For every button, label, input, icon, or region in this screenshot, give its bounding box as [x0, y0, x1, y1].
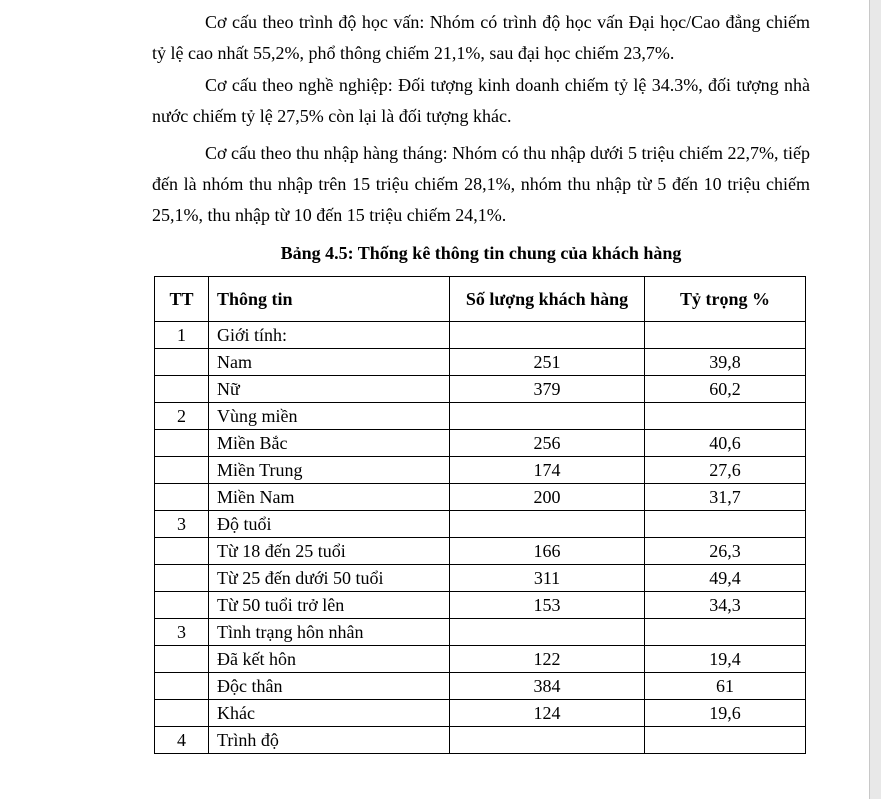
cell-tt — [155, 592, 209, 619]
cell-percent: 19,4 — [645, 646, 806, 673]
cell-quantity — [450, 619, 645, 646]
cell-info: Từ 18 đến 25 tuổi — [209, 538, 450, 565]
cell-info: Miền Trung — [209, 457, 450, 484]
cell-tt — [155, 349, 209, 376]
table-row — [155, 322, 806, 349]
table-row — [155, 376, 806, 403]
cell-percent: 31,7 — [645, 484, 806, 511]
cell-quantity: 311 — [450, 565, 645, 592]
cell-quantity: 153 — [450, 592, 645, 619]
cell-info: Độ tuổi — [209, 511, 450, 538]
cell-tt — [155, 457, 209, 484]
cell-info: Khác — [209, 700, 450, 727]
cell-info: Miền Nam — [209, 484, 450, 511]
viewer-edge — [869, 0, 881, 799]
table-row — [155, 430, 806, 457]
cell-percent — [645, 619, 806, 646]
table-row — [155, 565, 806, 592]
cell-percent — [645, 511, 806, 538]
header-tt: TT — [155, 277, 209, 322]
cell-quantity: 256 — [450, 430, 645, 457]
cell-percent: 61 — [645, 673, 806, 700]
paragraph-occupation: Cơ cấu theo nghề nghiệp: Đối tượng kinh doanh chiếm tỷ lệ 34.3%, đối tượng nhà nước chiếm tỷ lệ 27,5% còn lại là đối tượng khác. — [152, 75, 810, 126]
table-row — [155, 646, 806, 673]
cell-percent — [645, 322, 806, 349]
cell-tt — [155, 700, 209, 727]
cell-quantity: 384 — [450, 673, 645, 700]
cell-tt — [155, 646, 209, 673]
cell-quantity — [450, 727, 645, 754]
table-row — [155, 619, 806, 646]
table-row — [155, 403, 806, 430]
cell-tt — [155, 565, 209, 592]
table-row — [155, 700, 806, 727]
cell-tt: 1 — [155, 322, 209, 349]
header-percent: Tỷ trọng % — [645, 277, 806, 322]
cell-quantity: 174 — [450, 457, 645, 484]
cell-quantity — [450, 511, 645, 538]
cell-quantity: 122 — [450, 646, 645, 673]
table-row — [155, 349, 806, 376]
header-info: Thông tin — [209, 277, 450, 322]
cell-percent: 26,3 — [645, 538, 806, 565]
cell-info: Nam — [209, 349, 450, 376]
cell-tt — [155, 484, 209, 511]
table-caption: Bảng 4.5: Thống kê thông tin chung của khách hàng — [280, 243, 682, 263]
cell-percent: 39,8 — [645, 349, 806, 376]
cell-tt — [155, 430, 209, 457]
cell-percent: 49,4 — [645, 565, 806, 592]
cell-tt: 3 — [155, 619, 209, 646]
cell-tt: 4 — [155, 727, 209, 754]
table-row — [155, 457, 806, 484]
cell-info: Vùng miền — [209, 403, 450, 430]
cell-percent — [645, 403, 806, 430]
paragraph-education: Cơ cấu theo trình độ học vấn: Nhóm có trình độ học vấn Đại học/Cao đẳng chiếm tỷ lệ cao nhất 55,2%, phổ thông chiếm 21,1%, sau đại học chiếm 23,7%. — [152, 12, 810, 63]
cell-quantity: 124 — [450, 700, 645, 727]
table-row — [155, 511, 806, 538]
cell-quantity — [450, 403, 645, 430]
cell-info: Tình trạng hôn nhân — [209, 619, 450, 646]
cell-percent: 19,6 — [645, 700, 806, 727]
cell-tt — [155, 673, 209, 700]
cell-info: Đã kết hôn — [209, 646, 450, 673]
cell-quantity: 379 — [450, 376, 645, 403]
cell-percent: 60,2 — [645, 376, 806, 403]
cell-quantity: 200 — [450, 484, 645, 511]
cell-quantity: 251 — [450, 349, 645, 376]
customer-info-table — [154, 276, 806, 754]
cell-info: Trình độ — [209, 727, 450, 754]
cell-info: Nữ — [209, 376, 450, 403]
cell-info: Độc thân — [209, 673, 450, 700]
cell-percent: 40,6 — [645, 430, 806, 457]
cell-info: Miền Bắc — [209, 430, 450, 457]
table-row — [155, 727, 806, 754]
table-row — [155, 592, 806, 619]
table-row — [155, 484, 806, 511]
cell-tt — [155, 538, 209, 565]
table-row — [155, 673, 806, 700]
cell-percent: 27,6 — [645, 457, 806, 484]
cell-quantity — [450, 322, 645, 349]
cell-percent — [645, 727, 806, 754]
cell-quantity: 166 — [450, 538, 645, 565]
cell-info: Từ 25 đến dưới 50 tuổi — [209, 565, 450, 592]
header-quantity: Số lượng khách hàng — [450, 277, 645, 322]
cell-tt — [155, 376, 209, 403]
cell-info: Từ 50 tuổi trở lên — [209, 592, 450, 619]
paragraph-income: Cơ cấu theo thu nhập hàng tháng: Nhóm có thu nhập dưới 5 triệu chiếm 22,7%, tiếp đến là nhóm thu nhập trên 15 triệu chiếm 28,1%, nhóm thu nhập từ 5 đến 10 triệu chiếm 25,1%, thu nhập từ 10 đến 15 triệu chiếm 24,1%. — [152, 143, 810, 225]
cell-info: Giới tính: — [209, 322, 450, 349]
cell-tt: 2 — [155, 403, 209, 430]
cell-tt: 3 — [155, 511, 209, 538]
table-row — [155, 538, 806, 565]
cell-percent: 34,3 — [645, 592, 806, 619]
table-header-row — [155, 277, 806, 322]
